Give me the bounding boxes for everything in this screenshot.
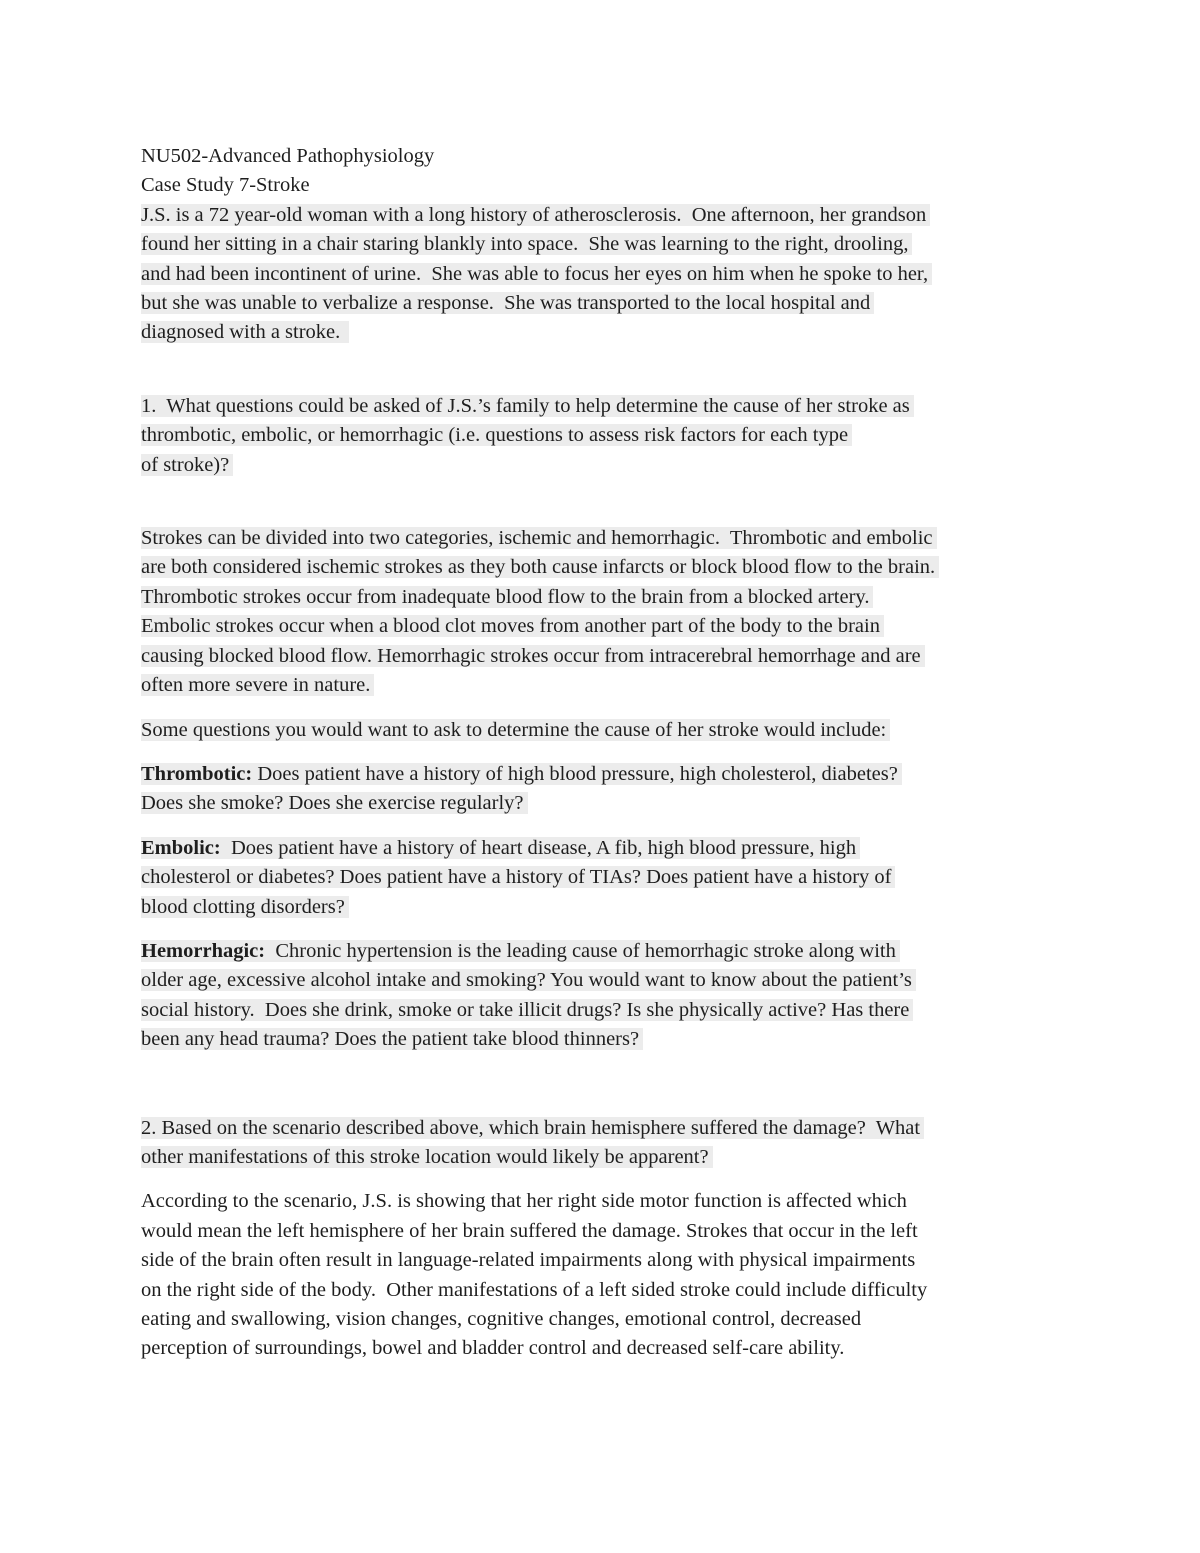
hemorrhagic-label: Hemorrhagic: (141, 939, 266, 962)
question-1-line: thrombotic, embolic, or hemorrhagic (i.e. questions to assess risk factors for each type (141, 424, 852, 446)
answer-1-line: Strokes can be divided into two categories, ischemic and hemorrhagic. Thrombotic and embolic (141, 527, 937, 549)
scenario-line: J.S. is a 72 year-old woman with a long history of atherosclerosis. One afternoon, her grandson (141, 204, 930, 226)
scenario-line: diagnosed with a stroke. (141, 321, 349, 343)
answer-1-line: are both considered ischemic strokes as they both cause infarcts or block blood flow to the brain. (141, 556, 939, 578)
scenario-line: and had been incontinent of urine. She was able to focus her eyes on him when he spoke to her, (141, 263, 932, 285)
document-page (141, 142, 1071, 1364)
hemorrhagic-paragraph (141, 937, 1071, 1055)
question-1-line: 1. What questions could be asked of J.S.’s family to help determine the cause of her stroke as (141, 395, 914, 417)
answer-1-line: causing blocked blood flow. Hemorrhagic strokes occur from intracerebral hemorrhage and are (141, 645, 925, 667)
question-1-line: of stroke)? (141, 454, 233, 476)
answer-2-line: on the right side of the body. Other manifestations of a left sided stroke could include difficulty (141, 1278, 928, 1301)
answer-1-line: often more severe in nature. (141, 674, 374, 696)
question-2-line: other manifestations of this stroke location would likely be apparent? (141, 1146, 713, 1168)
question-2 (141, 1114, 1071, 1173)
hemorrhagic-text: Chronic hypertension is the leading cause of hemorrhagic stroke along with (265, 939, 896, 962)
thrombotic-label: Thrombotic: (141, 762, 253, 785)
questions-intro: Some questions you would want to ask to determine the cause of her stroke would include: (141, 719, 890, 741)
thrombotic-text: Does patient have a history of high blood pressure, high cholesterol, diabetes? (252, 762, 898, 785)
case-title: Case Study 7-Stroke (141, 174, 310, 197)
answer-1-line: Thrombotic strokes occur from inadequate blood flow to the brain from a blocked artery. (141, 586, 873, 608)
thrombotic-text: Does she smoke? Does she exercise regularly? (141, 792, 528, 814)
thrombotic-paragraph (141, 760, 1071, 819)
question-1 (141, 392, 1071, 480)
scenario-line: but she was unable to verbalize a response. She was transported to the local hospital and (141, 292, 874, 314)
answer-1-line: Embolic strokes occur when a blood clot moves from another part of the body to the brain (141, 615, 884, 637)
embolic-label: Embolic: (141, 836, 221, 859)
answer-2-line: eating and swallowing, vision changes, cognitive changes, emotional control, decreased (141, 1308, 862, 1330)
answer-2-line: perception of surroundings, bowel and bladder control and decreased self-care ability. (141, 1337, 845, 1360)
embolic-text: blood clotting disorders? (141, 896, 349, 918)
scenario-paragraph (141, 201, 1071, 348)
hemorrhagic-text: been any head trauma? Does the patient take blood thinners? (141, 1028, 643, 1050)
embolic-text: cholesterol or diabetes? Does patient have a history of TIAs? Does patient have a history of (141, 866, 895, 888)
hemorrhagic-text: older age, excessive alcohol intake and smoking? You would want to know about the patient’s (141, 969, 916, 991)
question-2-line: 2. Based on the scenario described above, which brain hemisphere suffered the damage? What (141, 1117, 924, 1139)
scenario-line: found her sitting in a chair staring blankly into space. She was learning to the right, drooling, (141, 233, 912, 255)
answer-2-line: According to the scenario, J.S. is showing that her right side motor function is affected which (141, 1190, 907, 1213)
embolic-paragraph (141, 834, 1071, 922)
course-title: NU502-Advanced Pathophysiology (141, 145, 435, 167)
answer-2 (141, 1187, 1071, 1363)
answer-1-intro (141, 524, 1071, 700)
answer-2-line: would mean the left hemisphere of her brain suffered the damage. Strokes that occur in the left (141, 1219, 918, 1242)
answer-2-line: side of the brain often result in language-related impairments along with physical impairments (141, 1249, 916, 1272)
hemorrhagic-text: social history. Does she drink, smoke or take illicit drugs? Is she physically active? Has there (141, 999, 913, 1021)
embolic-text: Does patient have a history of heart disease, A fib, high blood pressure, high (220, 836, 857, 859)
